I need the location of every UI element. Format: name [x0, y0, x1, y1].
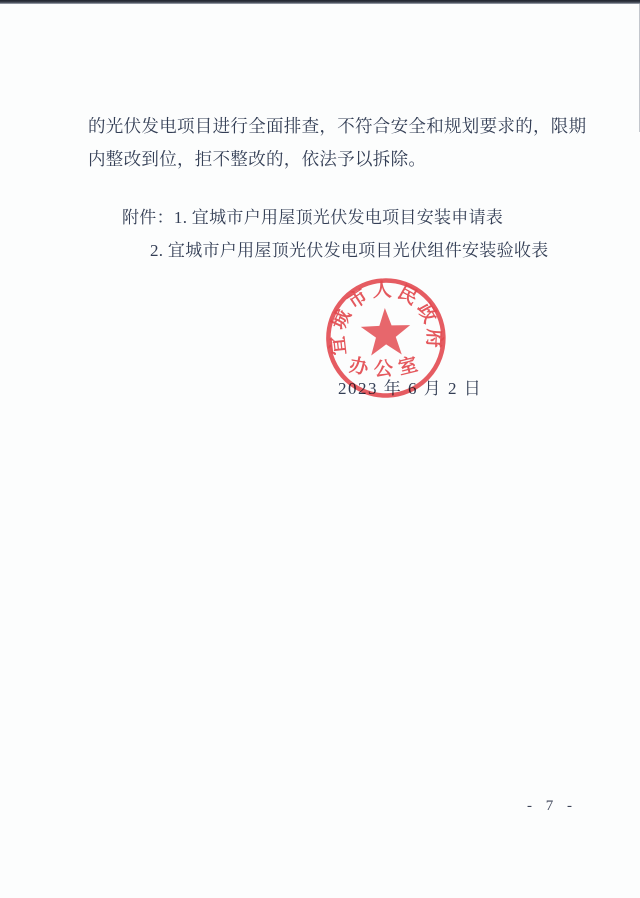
- body-line-1: 的光伏发电项目进行全面排查，不符合安全和规划要求的，限期: [88, 116, 587, 136]
- attachments-block: [122, 201, 549, 267]
- body-line-2: 内整改到位，拒不整改的，依法予以拆除。: [88, 149, 427, 169]
- attachment-item-1: 1. 宜城市户用屋顶光伏发电项目安装申请表: [173, 208, 504, 227]
- attachments-label: 附件：: [122, 208, 174, 227]
- signature-date: 2023 年 6 月 2 日: [338, 379, 483, 398]
- svg-text:办公室: [347, 351, 427, 382]
- attachment-item-2: 2. 宜城市户用屋顶光伏发电项目光伏组件安装验收表: [150, 241, 549, 260]
- seal-arc-text: 宜城市人民政府: [326, 279, 445, 357]
- star-icon: [360, 307, 411, 356]
- attachment-line-2: [150, 234, 549, 267]
- attachment-line-1: [122, 201, 549, 234]
- body-paragraph: [88, 110, 586, 176]
- seal-bottom-text: 办公室: [347, 352, 427, 381]
- official-seal: [318, 272, 457, 411]
- page-number: - 7 -: [527, 798, 577, 814]
- scan-top-edge: [0, 0, 640, 4]
